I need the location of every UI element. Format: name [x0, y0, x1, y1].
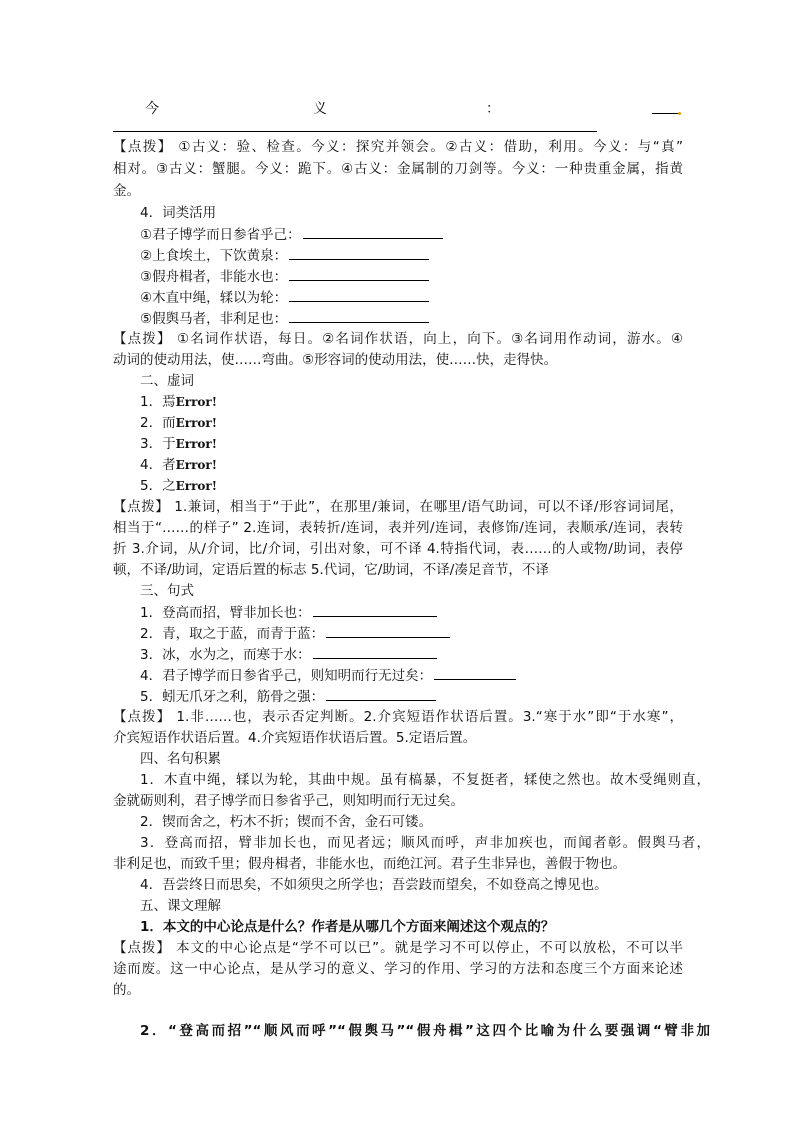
question-line: 2．“登高而招”“顺风而呼”“假舆马”“假舟楫”这四个比喻为什么要强调“臂非加: [140, 1023, 710, 1039]
answer-blank[interactable]: [326, 623, 450, 638]
item-text: 5．之: [140, 478, 176, 494]
question-line: 1．本文的中心论点是什么？作者是从哪几个方面来阐述这个观点的？: [140, 919, 555, 935]
error-text: Error!: [175, 395, 217, 409]
note-line: 金。: [113, 183, 140, 199]
note-line: 动词的使动用法，使……弯曲。⑤形容词的使动用法，使……快，走得快。: [113, 352, 558, 368]
error-text: Error!: [175, 458, 217, 472]
error-text: Error!: [175, 416, 217, 430]
header-char-jin: 今: [145, 101, 159, 117]
note-line: 介宾短语作状语后置。4.介宾短语作状语后置。5.定语后置。: [113, 730, 477, 746]
exercise-text: 5．蚓无爪牙之利，筋骨之强：: [140, 689, 325, 705]
exercise-text: ③假舟楫者，非能水也：: [140, 269, 288, 285]
exercise-item: [113, 686, 710, 707]
exercise-text: 1．登高而招，臂非加长也：: [140, 605, 311, 621]
note-line: 相当于“……的样子” 2.连词，表转折/连词，表并列/连词，表修饰/连词，表顺承/连词，表转: [113, 520, 683, 536]
function-word-item: [113, 434, 710, 454]
exercise-item: [113, 287, 710, 308]
answer-blank[interactable]: [326, 686, 436, 701]
note-line: 【点拨】 1.兼词，相当于“于此”，在那里/兼词，在哪里/语气助词，可以不译/形容词词尾，: [113, 499, 683, 515]
quote-line: 2．锲而舍之，朽木不折；锲而不舍，金石可镂。: [140, 814, 433, 830]
answer-blank: [652, 101, 678, 114]
exercise-item: [113, 245, 710, 266]
note-line: 相对。③古义：蟹腿。今义：跪下。④古义：金属制的刀剑等。今义：一种贵重金属，指黄: [113, 161, 683, 177]
function-word-item: [113, 455, 710, 475]
note-line: 【点拨】 ①名词作状语，每日。②名词作状语，向上，向下。③名词用作动词，游水。④: [113, 331, 683, 347]
answer-blank[interactable]: [313, 602, 437, 617]
answer-blank[interactable]: [434, 665, 516, 680]
quote-line: 金就砺则利，君子博学而日参省乎己，则知明而行无过矣。: [113, 793, 464, 809]
answer-blank[interactable]: [303, 224, 443, 239]
quote-line: 1．木直中绳，𫐓以为轮，其曲中规。虽有槁暴，不复挺者，𫐓使之然也。故木受绳则直，: [140, 772, 710, 788]
function-word-item: [113, 476, 710, 496]
section-heading: 4．词类活用: [140, 205, 217, 221]
exercise-text: 2．青，取之于蓝，而青于蓝：: [140, 626, 325, 642]
exercise-text: 4．君子博学而日参省乎己，则知明而行无过矣：: [140, 668, 433, 684]
note-line: 折 3.介词，从/介词，比/介词，引出对象，可不译 4.特指代词，表……的人或物/助词，表停: [113, 541, 683, 557]
header-char-yi: 义: [313, 101, 327, 117]
exercise-item: [113, 623, 710, 644]
note-line: 【点拨】 ①古义：验、检查。今义：探究并领会。②古义：借助，利用。今义：与“真”: [113, 139, 683, 155]
exercise-item: [113, 602, 710, 623]
quote-line: 3．登高而招，臂非加长也，而见者远；顺风而呼，声非加疾也，而闻者彰。假舆马者，: [140, 835, 710, 851]
answer-blank[interactable]: [289, 266, 429, 281]
header-colon: ：: [486, 101, 500, 117]
item-text: 2．而: [140, 415, 176, 431]
exercise-text: ⑤假舆马者，非利足也：: [140, 311, 288, 327]
note-line: 顿，不译/助词，定语后置的标志 5.代词，它/助词，不译/凑足音节，不译: [113, 562, 549, 578]
item-text: 4．者: [140, 457, 176, 473]
exercise-item: [113, 644, 710, 665]
answer-rule: [113, 131, 597, 132]
error-text: Error!: [175, 479, 217, 493]
error-text: Error!: [175, 437, 217, 451]
item-text: 3．于: [140, 436, 176, 452]
answer-blank[interactable]: [313, 644, 437, 659]
exercise-text: 3．冰，水为之，而寒于水：: [140, 647, 311, 663]
answer-blank[interactable]: [289, 308, 429, 323]
exercise-text: ①君子博学而日参省乎己：: [140, 227, 301, 243]
function-word-item: [113, 392, 710, 412]
item-text: 1．焉: [140, 394, 176, 410]
note-line: 途而废。这一中心论点，是从学习的意义、学习的作用、学习的方法和态度三个方面来论述: [113, 961, 683, 977]
exercise-text: ④木直中绳，𫐓以为轮：: [140, 290, 288, 306]
answer-blank[interactable]: [289, 245, 429, 260]
exercise-item: [113, 224, 710, 245]
function-word-item: [113, 413, 710, 433]
section-heading: 三、句式: [140, 583, 194, 599]
exercise-text: ②上食埃土，下饮黄泉：: [140, 248, 288, 264]
exercise-item: [113, 308, 710, 329]
quote-line: 非利足也，而致千里；假舟楫者，非能水也，而绝江河。君子生非异也，善假于物也。: [113, 856, 626, 872]
exercise-item: [113, 665, 710, 686]
note-line: 的。: [113, 982, 140, 998]
note-line: 【点拨】 1.非……也，表示否定判断。2.介宾短语作状语后置。3.“寒于水”即“于水寒”，: [113, 709, 683, 725]
section-heading: 五、课文理解: [140, 898, 221, 914]
answer-blank[interactable]: [289, 287, 429, 302]
note-line: 【点拨】 本文的中心论点是“学不可以已”。就是学习不可以停止，不可以放松，不可以半: [113, 940, 683, 956]
quote-line: 4．吾尝终日而思矣，不如须臾之所学也；吾尝跂而望矣，不如登高之博见也。: [140, 877, 608, 893]
section-heading: 四、名句积累: [140, 751, 221, 767]
section-heading: 二、虚词: [140, 373, 194, 389]
exercise-item: [113, 266, 710, 287]
